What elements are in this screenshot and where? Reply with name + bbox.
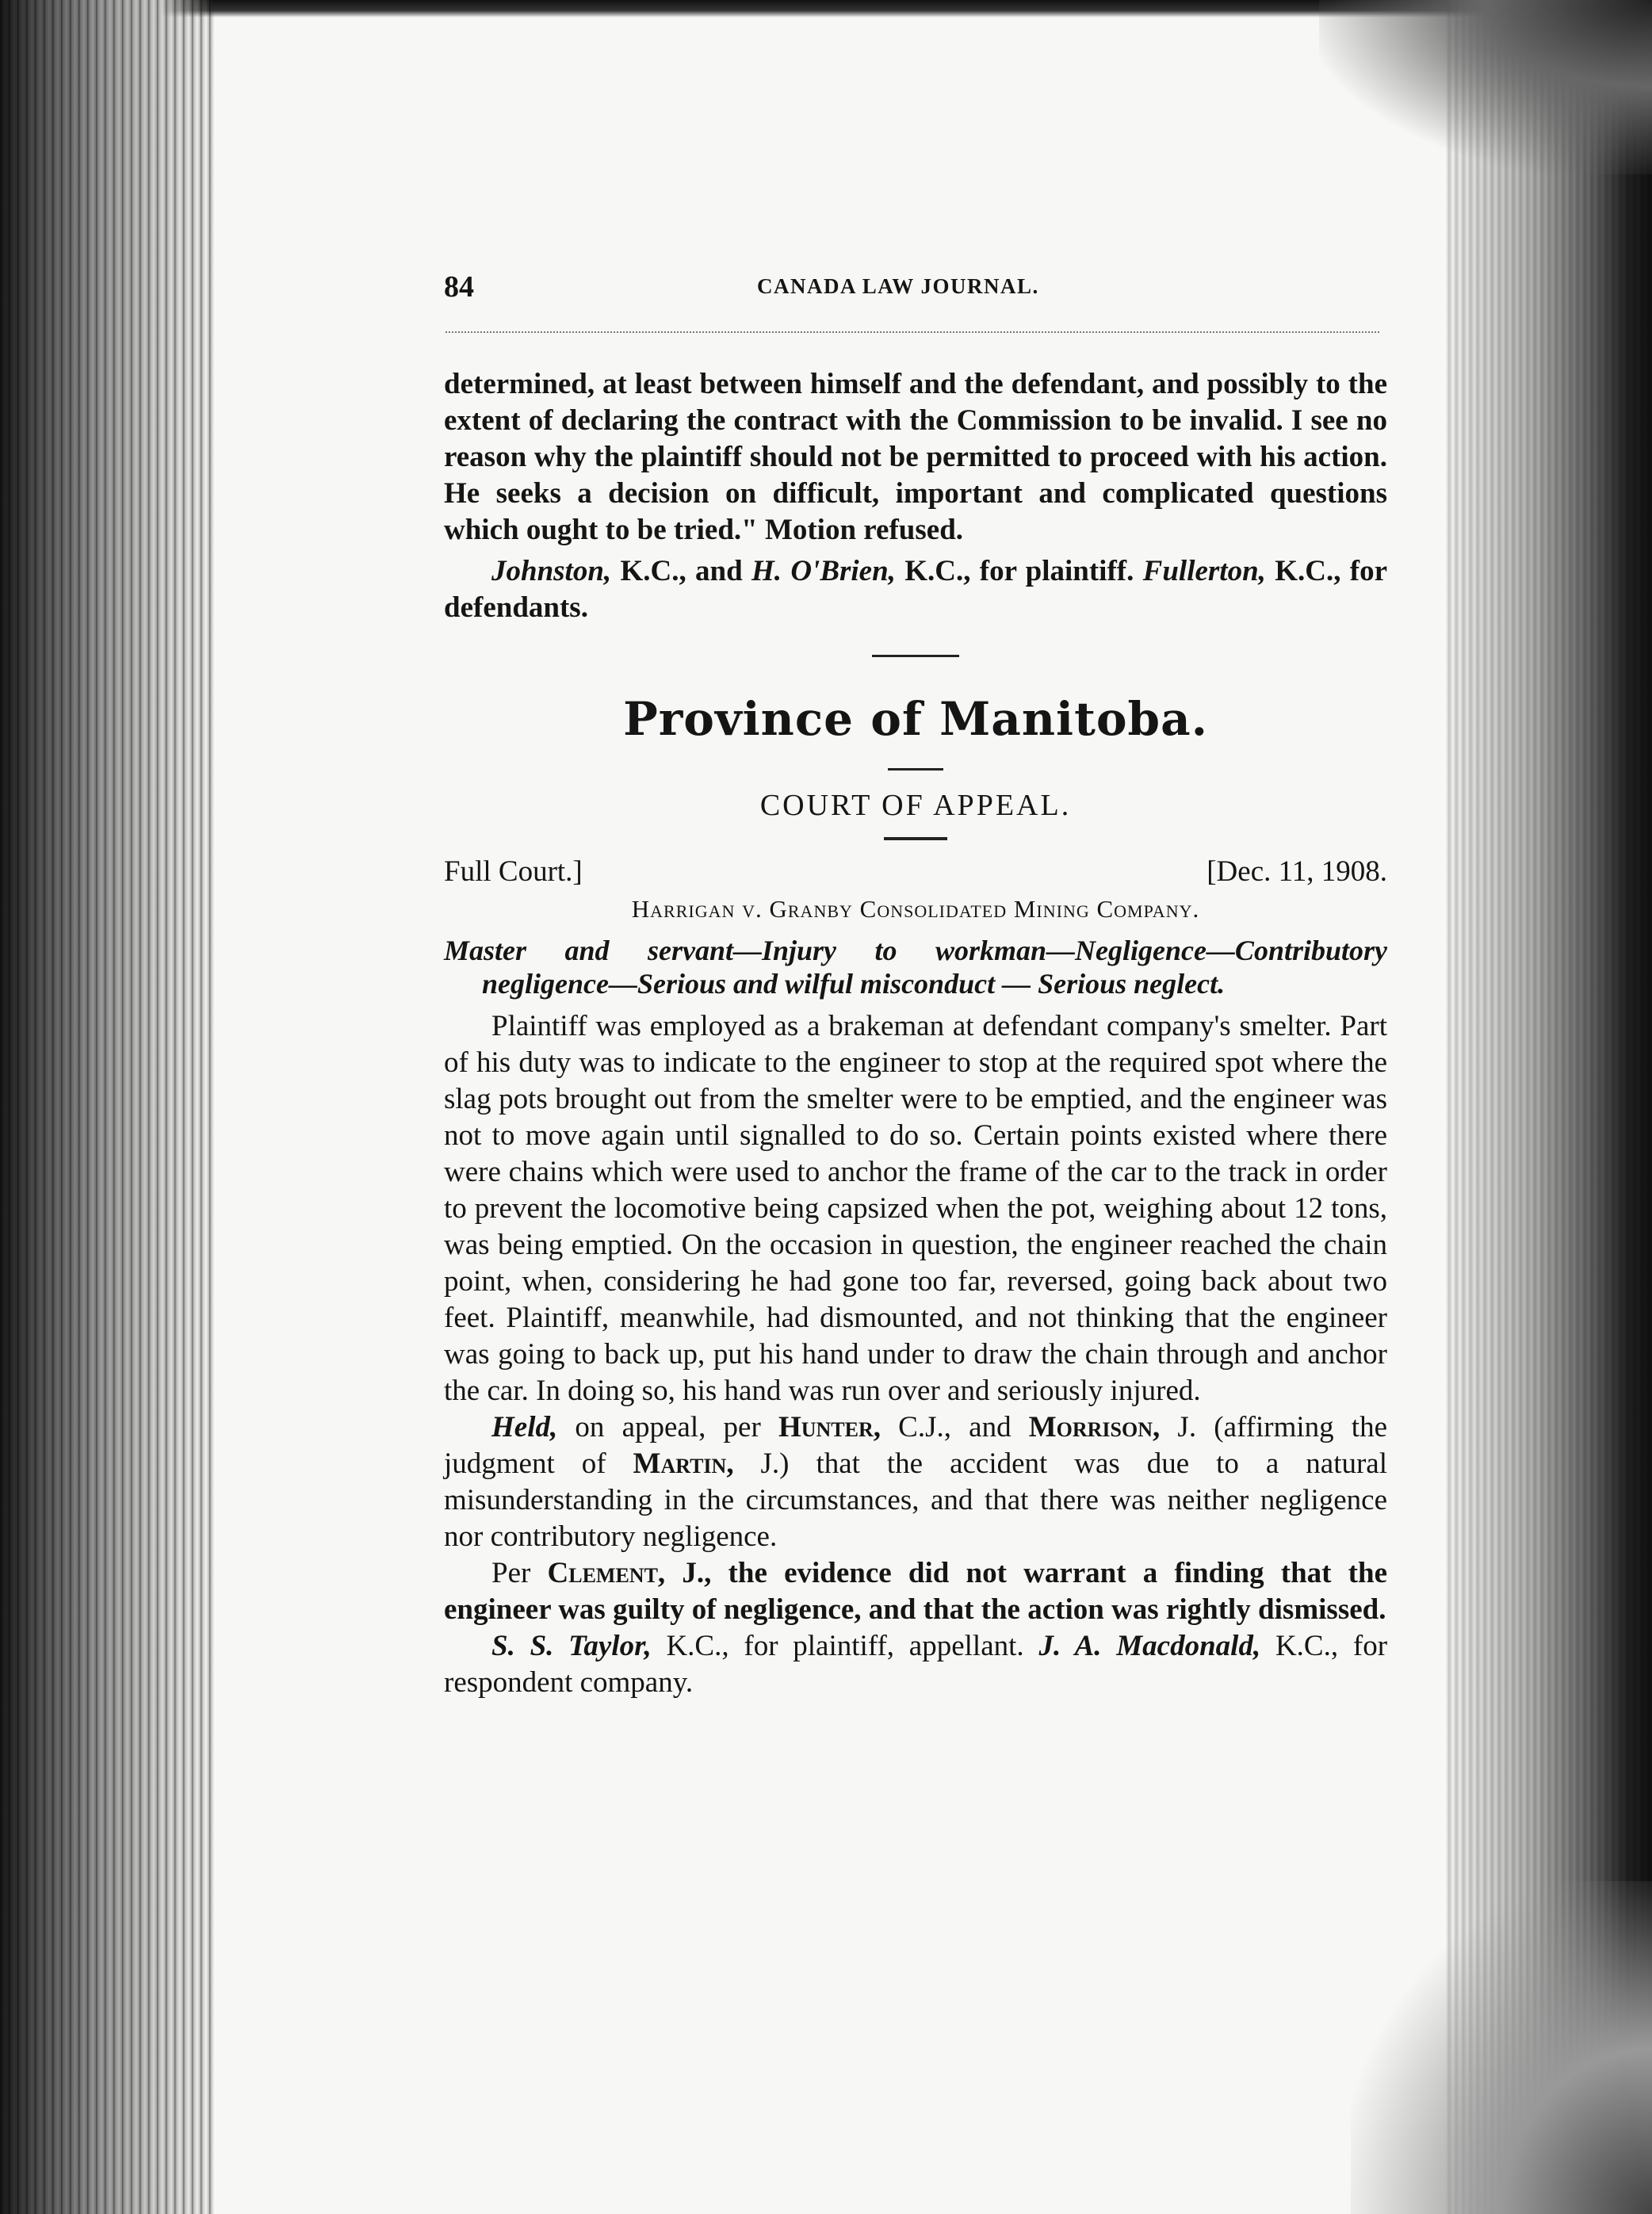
counsel-name: S. S. Taylor, — [491, 1630, 652, 1662]
page-number: 84 — [444, 270, 474, 304]
scan-edge-left — [0, 0, 214, 2214]
counsel-text: K.C., for plaintiff. — [895, 555, 1143, 587]
journal-title: CANADA LAW JOURNAL. — [757, 274, 1039, 298]
counsel-paragraph-1 — [444, 553, 1387, 626]
per-text: Per — [491, 1557, 548, 1589]
counsel-paragraph-2 — [444, 1628, 1387, 1701]
held-text: C.J., and — [880, 1411, 1029, 1443]
judge-name: Martin, — [633, 1447, 734, 1480]
headnote: Master and servant—Injury to workman—Negligence—Contributory negligence—Serious and wilful misconduct — Serious neglect. — [444, 935, 1387, 1000]
held-lead: Held, — [491, 1411, 558, 1443]
counsel-text: K.C., for respondent company. — [444, 1630, 1388, 1699]
judge-name: Hunter, — [778, 1411, 881, 1443]
judge-name: Clement, — [547, 1557, 666, 1589]
held-text: J.) that the accident was due to a natural misunderstanding in the circumstances, and that there was neither negligence nor contributory negligence. — [444, 1447, 1388, 1553]
facts-paragraph: Plaintiff was employed as a brakeman at defendant company's smelter. Part of his duty was to indicate to the engineer to stop at the required spot where the slag pots brought out from the smelter were to be emptied, and the engineer was not to move again until signalled to do so. Certain points existed where there were chains which were used to anchor the frame of the car to the track in order to prevent the locomotive being capsized when the pot, weighing about 12 tons, was being emptied. On the occasion in question, the engineer reached the chain point, when, considering he had gone too far, reversed, going back about two feet. Plaintiff, meanwhile, had dismounted, and not thinking that the engineer was going to back up, put his hand under to draw the chain through and anchor the car. In doing so, his hand was run over and seriously injured. — [444, 1010, 1387, 1407]
case-court-date-line — [444, 855, 1387, 891]
judge-name: Morrison, — [1028, 1411, 1161, 1443]
court-name: Full Court.] — [444, 855, 583, 888]
counsel-text: K.C., for plaintiff, appellant. — [651, 1630, 1039, 1662]
held-text: on appeal, per — [557, 1411, 778, 1443]
court-rule — [884, 837, 947, 840]
running-head — [444, 262, 1387, 309]
counsel-text: K.C., and — [611, 555, 751, 587]
page-content — [444, 262, 1387, 1701]
continued-paragraph: determined, at least between himself and the defendant, and possibly to the extent of declaring the contract with the Commission to be invalid. I see no reason why the plaintiff should not be permitted to proceed with his action. He seeks a decision on difficult, important and complicated questions which ought to be tried." Motion refused. — [444, 368, 1387, 546]
per-text: J., the evidence did not warrant a finding that the engineer was guilty of negligence, and that the action was rightly dismissed. — [444, 1557, 1387, 1626]
counsel-text: K.C., for defendants. — [444, 555, 1387, 624]
scan-corner-bottom-right — [1351, 1881, 1652, 2214]
court-title: COURT OF APPEAL. — [759, 789, 1072, 822]
counsel-name: Johnston, — [491, 555, 612, 587]
case-date: [Dec. 11, 1908. — [1206, 855, 1387, 888]
counsel-name: H. O'Brien, — [751, 555, 896, 587]
section-title: Province of Manitoba. — [623, 692, 1208, 746]
case-name: Harrigan v. Granby Consolidated Mining Company. — [631, 895, 1200, 923]
header-rule — [446, 331, 1379, 333]
per-clement-paragraph — [444, 1555, 1387, 1628]
section-divider — [872, 655, 959, 657]
counsel-name: Fullerton, — [1142, 555, 1266, 587]
counsel-name: J. A. Macdonald, — [1038, 1630, 1261, 1662]
title-rule — [888, 768, 943, 771]
held-text: J. (affirming the judgment of — [444, 1411, 1387, 1480]
scan-corner-top-right — [1319, 0, 1652, 174]
held-paragraph — [444, 1409, 1387, 1555]
